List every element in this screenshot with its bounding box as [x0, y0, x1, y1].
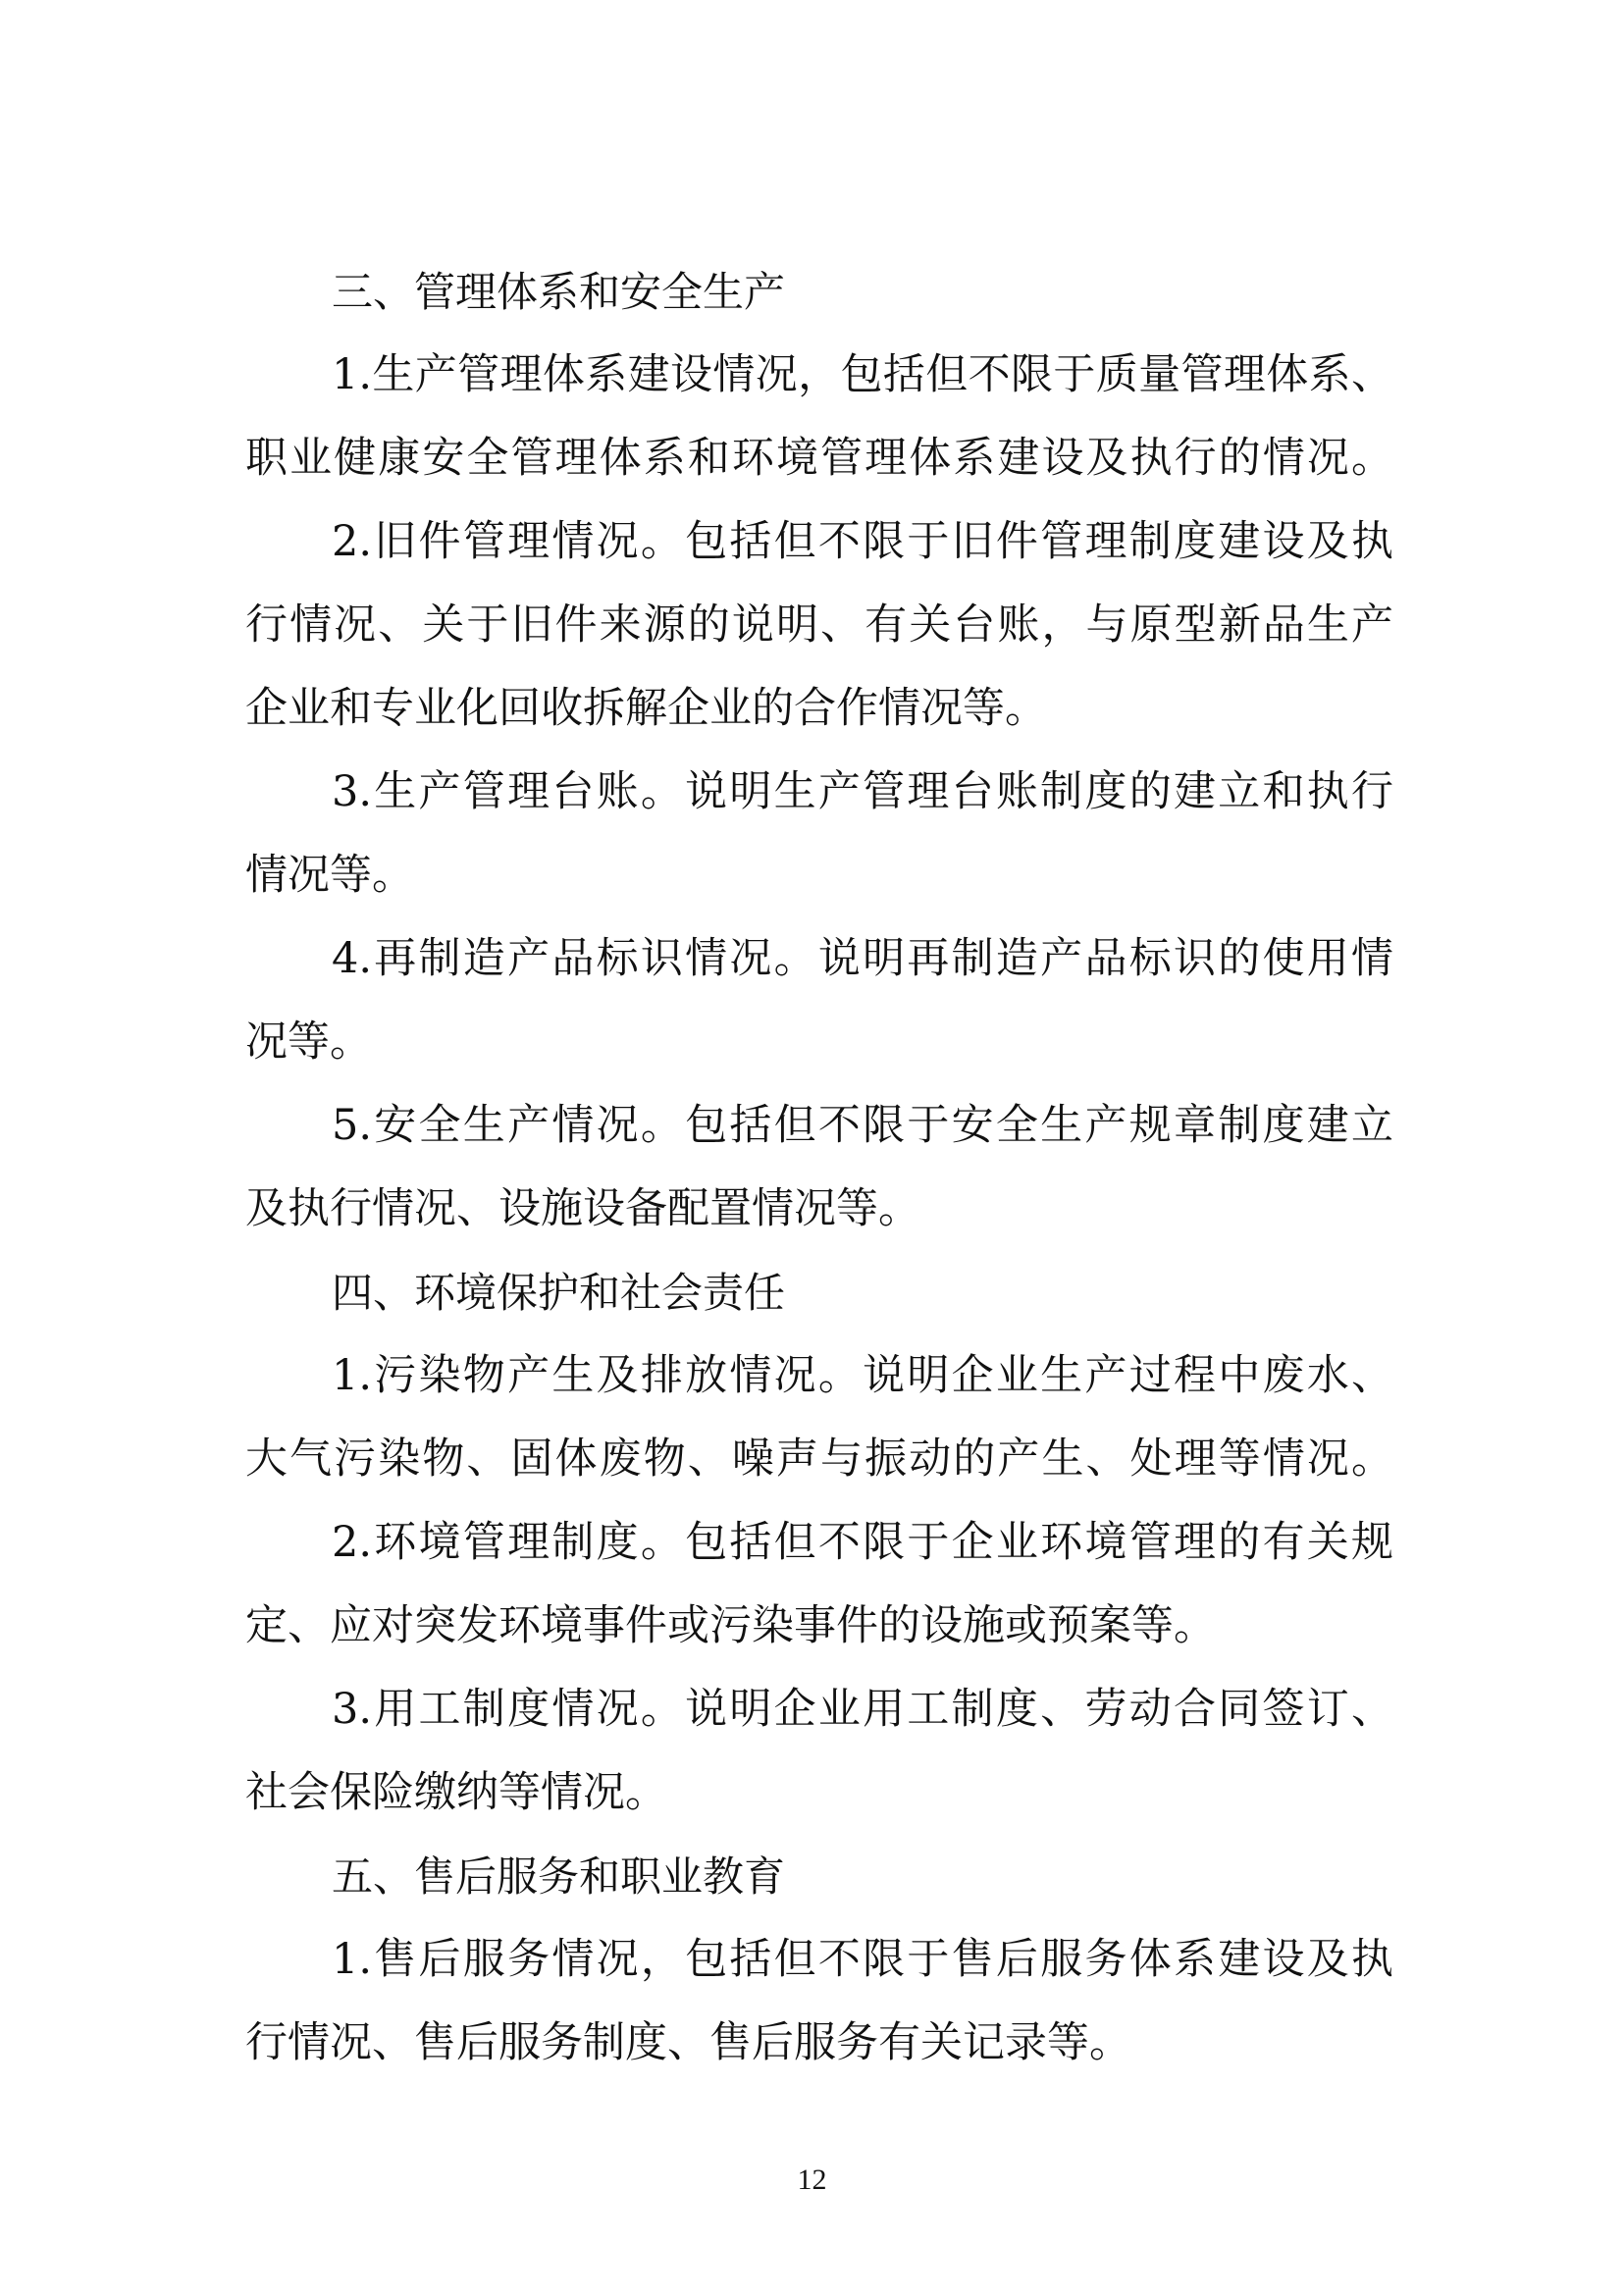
page-number: 12	[797, 2164, 827, 2196]
paragraph-line: 职业健康安全管理体系和环境管理体系建设及执行的情况。	[245, 434, 1393, 483]
paragraph-line: 企业和专业化回收拆解企业的合作情况等。	[245, 684, 1047, 733]
paragraph-line: 行情况、关于旧件来源的说明、有关台账，与原型新品生产	[245, 600, 1393, 650]
paragraph-line: 社会保险缴纳等情况。	[245, 1768, 667, 1817]
paragraph-line: 4.再制造产品标识情况。说明再制造产品标识的使用情	[332, 934, 1393, 983]
paragraph-line: 2.环境管理制度。包括但不限于企业环境管理的有关规	[332, 1518, 1393, 1567]
paragraph-line: 况等。	[245, 1017, 372, 1067]
paragraph-line: 1.生产管理体系建设情况，包括但不限于质量管理体系、	[332, 350, 1393, 399]
paragraph-line: 情况等。	[245, 851, 414, 900]
paragraph-line: 5.安全生产情况。包括但不限于安全生产规章制度建立	[332, 1101, 1393, 1150]
paragraph-line: 1.售后服务情况，包括但不限于售后服务体系建设及执	[332, 1935, 1393, 1984]
section-heading-3: 三、管理体系和安全生产	[332, 268, 786, 316]
section-heading-4: 四、环境保护和社会责任	[332, 1269, 786, 1317]
paragraph-line: 及执行情况、设施设备配置情况等。	[245, 1184, 920, 1233]
paragraph-line: 1.污染物产生及排放情况。说明企业生产过程中废水、	[332, 1351, 1393, 1400]
paragraph-line: 2.旧件管理情况。包括但不限于旧件管理制度建设及执	[332, 517, 1393, 566]
document-body	[245, 250, 1393, 2085]
paragraph-line: 定、应对突发环境事件或污染事件的设施或预案等。	[245, 1601, 1216, 1650]
paragraph-line: 3.用工制度情况。说明企业用工制度、劳动合同签订、	[332, 1685, 1393, 1734]
paragraph-line: 3.生产管理台账。说明生产管理台账制度的建立和执行	[332, 767, 1393, 816]
paragraph-line: 行情况、售后服务制度、售后服务有关记录等。	[245, 2018, 1131, 2067]
section-heading-5: 五、售后服务和职业教育	[332, 1852, 786, 1901]
paragraph-line: 大气污染物、固体废物、噪声与振动的产生、处理等情况。	[245, 1434, 1393, 1484]
